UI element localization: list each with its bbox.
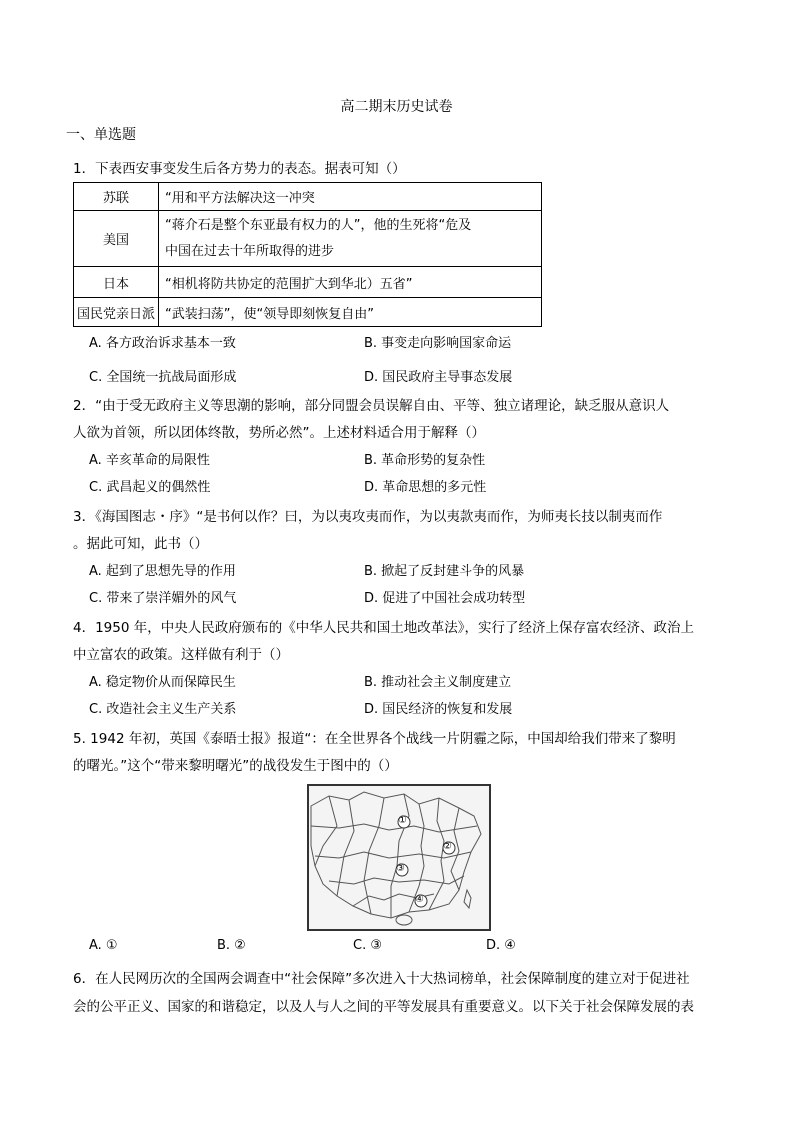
question-5-line-1: 5. 1942 年初，英国《泰晤士报》报道“：在全世界各个战线一片阴霾之际，中国却给我们带来了黎明	[73, 731, 676, 747]
question-2-line-1: 2．“由于受无政府主义等思潮的影响，部分同盟会员误解自由、平等、独立诸理论，缺乏服从意识人	[73, 398, 670, 414]
question-5-line-2: 的曙光。”这个“带来黎明曙光”的战役发生于图中的（）	[73, 758, 398, 774]
map-label-2: ②	[443, 841, 452, 852]
question-1-table	[73, 182, 542, 327]
table-cell-party: 美国	[74, 211, 159, 267]
option-b[interactable]: B. 掀起了反封建斗争的风暴	[364, 564, 525, 579]
map-label-1: ①	[398, 815, 407, 826]
question-4-line-1: 4．1950 年，中央人民政府颁布的《中华人民共和国土地改革法》，实行了经济上保存富农经济、政治上	[73, 620, 694, 636]
table-cell-party: 国民党亲日派	[74, 298, 159, 327]
table-cell-statement	[159, 211, 542, 267]
section-heading: 一、单选题	[66, 127, 136, 143]
table-cell-statement: “用和平方法解决这一冲突	[159, 183, 542, 211]
option-b[interactable]: B. ②	[217, 938, 246, 953]
question-1-stem: 1．下表西安事变发生后各方势力的表态。据表可知（）	[73, 161, 406, 177]
table-cell-party: 日本	[74, 267, 159, 298]
option-d[interactable]: D. 促进了中国社会成功转型	[364, 591, 526, 606]
statement-line: 中国在过去十年所取得的进步	[165, 243, 335, 259]
statement-line: “蒋介石是整个东亚最有权力的人”，他的生死将“危及	[165, 217, 472, 233]
option-b[interactable]: B. 事变走向影响国家命运	[364, 336, 512, 351]
option-d[interactable]: D. ④	[486, 938, 516, 953]
option-a[interactable]: A. 辛亥革命的局限性	[89, 453, 210, 468]
option-a[interactable]: A. 各方政治诉求基本一致	[89, 336, 236, 351]
question-3-line-2: 。据此可知，此书（）	[73, 536, 208, 552]
option-a[interactable]: A. 稳定物价从而保障民生	[89, 675, 236, 690]
question-3-line-1: 3．《海国图志・序》“是书何以作？曰，为以夷攻夷而作，为以夷款夷而作，为师夷长技以制夷而作	[73, 509, 663, 525]
question-6-line-2: 会的公平正义、国家的和谐稳定，以及人与人之间的平等发展具有重要意义。以下关于社会保障发展的表	[73, 999, 694, 1015]
option-d[interactable]: D. 国民经济的恢复和发展	[364, 702, 513, 717]
table-row	[74, 298, 542, 327]
table-row	[74, 211, 542, 267]
page-title: 高二期末历史试卷	[340, 99, 453, 115]
china-map-image	[307, 784, 491, 931]
table-row	[74, 267, 542, 298]
option-a[interactable]: A. ①	[89, 938, 118, 953]
table-cell-statement: “武装扫荡”，使“领导即刻恢复自由”	[159, 298, 542, 327]
option-c[interactable]: C. 全国统一抗战局面形成	[89, 370, 237, 385]
option-c[interactable]: C. ③	[353, 938, 382, 953]
table-cell-party: 苏联	[74, 183, 159, 211]
map-label-4: ④	[415, 894, 424, 905]
option-c[interactable]: C. 武昌起义的偶然性	[89, 480, 211, 495]
option-d[interactable]: D. 国民政府主导事态发展	[364, 370, 513, 385]
table-row	[74, 183, 542, 211]
option-c[interactable]: C. 带来了崇洋媚外的风气	[89, 591, 237, 606]
option-b[interactable]: B. 革命形势的复杂性	[364, 453, 486, 468]
map-label-3: ③	[396, 863, 405, 874]
question-4-line-2: 中立富农的政策。这样做有利于（）	[73, 647, 289, 663]
map-drawing	[309, 786, 489, 929]
table-cell-statement: “相机将防共协定的范围扩大到华北）五省”	[159, 267, 542, 298]
option-c[interactable]: C. 改造社会主义生产关系	[89, 702, 237, 717]
option-d[interactable]: D. 革命思想的多元性	[364, 480, 487, 495]
question-2-line-2: 人欲为首领，所以团体终散，势所必然”。上述材料适合用于解释（）	[73, 425, 485, 441]
question-6-line-1: 6．在人民网历次的全国两会调查中“社会保障”多次进入十大热词榜单，社会保障制度的建立对于促进社	[73, 971, 690, 987]
option-a[interactable]: A. 起到了思想先导的作用	[89, 564, 236, 579]
option-b[interactable]: B. 推动社会主义制度建立	[364, 675, 512, 690]
